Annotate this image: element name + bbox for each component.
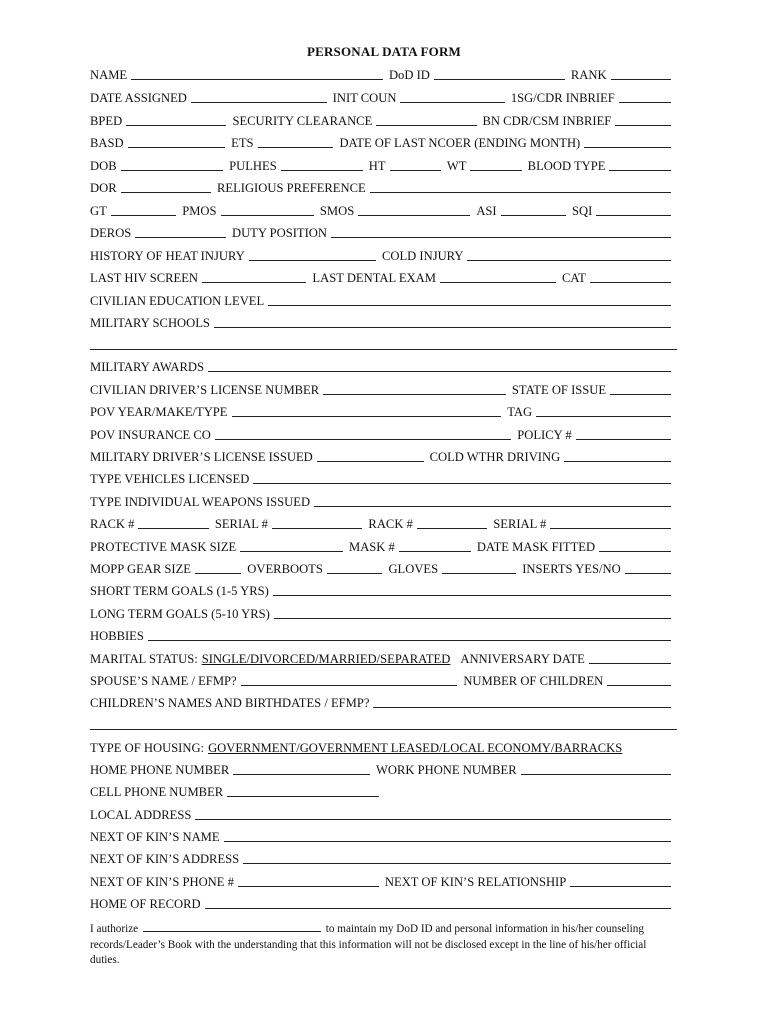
authorized-person-field[interactable] xyxy=(143,920,321,932)
date-assigned-field[interactable] xyxy=(191,90,327,103)
row-short-term-goals xyxy=(90,580,677,598)
security-clearance-label: SECURITY CLEARANCE xyxy=(232,114,373,128)
row-military-license xyxy=(90,446,677,464)
history-heat-injury-label: HISTORY OF HEAT INJURY xyxy=(90,249,245,263)
long-term-goals-field[interactable] xyxy=(274,606,671,619)
marital-status-label: MARITAL STATUS: xyxy=(90,652,198,666)
basd-field[interactable] xyxy=(128,135,226,148)
next-of-kins-address-field[interactable] xyxy=(243,851,671,864)
pov-year-make-type-label: POV YEAR/MAKE/TYPE xyxy=(90,405,228,419)
row-civilian-license xyxy=(90,379,677,397)
last-dental-exam-label: LAST DENTAL EXAM xyxy=(312,271,436,285)
history-heat-injury-field[interactable] xyxy=(249,248,376,261)
home-of-record-field[interactable] xyxy=(205,896,671,909)
number-of-children-field[interactable] xyxy=(607,673,671,686)
deros-label: DEROS xyxy=(90,226,132,240)
spouses-name-field[interactable] xyxy=(241,673,458,686)
row-heat-injury xyxy=(90,245,677,263)
row-weapons xyxy=(90,491,677,509)
pov-insurance-co-label: POV INSURANCE CO xyxy=(90,428,211,442)
row-military-awards xyxy=(90,356,677,374)
isg-cdr-inbrief-label: 1SG/CDR INBRIEF xyxy=(510,91,615,105)
civilian-education-level-label: CIVILIAN EDUCATION LEVEL xyxy=(90,294,265,308)
row-military-schools xyxy=(90,312,677,330)
sqi-label: SQI xyxy=(572,204,593,218)
home-phone-number-field[interactable] xyxy=(233,762,370,775)
row-marital-status xyxy=(90,648,677,666)
next-of-kins-phone-field[interactable] xyxy=(238,874,379,887)
pmos-label: PMOS xyxy=(182,204,217,218)
civilian-drivers-license-number-field[interactable] xyxy=(323,382,506,395)
local-address-field[interactable] xyxy=(195,807,671,820)
spouses-name-label: SPOUSE’S NAME / EFMP? xyxy=(90,674,237,688)
init-coun-label: INIT COUN xyxy=(332,91,397,105)
religious-preference-field[interactable] xyxy=(370,180,671,193)
last-hiv-screen-label: LAST HIV SCREEN xyxy=(90,271,198,285)
pulhes-field[interactable] xyxy=(281,158,363,171)
rank-label: RANK xyxy=(570,68,607,82)
date-last-ncoer-label: DATE OF LAST NCOER (ENDING MONTH) xyxy=(339,136,581,150)
next-of-kins-phone-label: NEXT OF KIN’S PHONE # xyxy=(90,875,234,889)
serial-no-label-2: SERIAL # xyxy=(493,517,547,531)
wt-label: WT xyxy=(446,159,467,173)
row-type-vehicles xyxy=(90,468,677,486)
row-bped xyxy=(90,110,677,128)
overboots-field[interactable] xyxy=(327,561,383,574)
row-date-assigned xyxy=(90,87,677,105)
ets-label: ETS xyxy=(231,136,254,150)
date-mask-fitted-label: DATE MASK FITTED xyxy=(476,540,596,554)
row-housing xyxy=(90,737,677,755)
short-term-goals-field[interactable] xyxy=(273,583,671,596)
dob-label: DOB xyxy=(90,159,117,173)
row-deros xyxy=(90,222,677,240)
bn-cdr-csm-inbrief-label: BN CDR/CSM INBRIEF xyxy=(482,114,612,128)
duty-position-label: DUTY POSITION xyxy=(231,226,327,240)
next-of-kins-name-label: NEXT OF KIN’S NAME xyxy=(90,830,220,844)
childrens-names-field-2[interactable] xyxy=(90,717,677,730)
childrens-names-field[interactable] xyxy=(373,695,671,708)
authorization-statement xyxy=(90,920,670,969)
authorization-text-2: to maintain my DoD ID and personal information in his/her counseling records/Leader’s Book with the understanding that this information will not be disclosed except in the line of his/her official duties. xyxy=(90,923,647,967)
row-name xyxy=(90,64,677,82)
blood-type-label: BLOOD TYPE xyxy=(527,159,606,173)
next-of-kins-relationship-field[interactable] xyxy=(570,874,671,887)
dor-label: DOR xyxy=(90,181,117,195)
anniversary-date-field[interactable] xyxy=(589,651,671,664)
work-phone-number-label: WORK PHONE NUMBER xyxy=(375,763,517,777)
row-cell-phone xyxy=(90,781,677,799)
local-address-label: LOCAL ADDRESS xyxy=(90,808,192,822)
ht-label: HT xyxy=(368,159,386,173)
state-of-issue-label: STATE OF ISSUE xyxy=(511,383,607,397)
bped-label: BPED xyxy=(90,114,123,128)
marital-status-options[interactable]: SINGLE/DIVORCED/MARRIED/SEPARATED xyxy=(201,652,451,666)
row-local-address xyxy=(90,804,677,822)
last-hiv-screen-field[interactable] xyxy=(202,270,306,283)
dor-field[interactable] xyxy=(121,180,211,193)
childrens-names-label: CHILDREN’S NAMES AND BIRTHDATES / EFMP? xyxy=(90,696,370,710)
next-of-kins-relationship-label: NEXT OF KIN’S RELATIONSHIP xyxy=(384,875,567,889)
mopp-gear-size-field[interactable] xyxy=(195,561,241,574)
smos-label: SMOS xyxy=(319,204,355,218)
hobbies-field[interactable] xyxy=(148,628,671,641)
rack-no-field-1[interactable] xyxy=(138,516,208,529)
mask-no-label: MASK # xyxy=(349,540,395,554)
row-mopp-gear xyxy=(90,558,677,576)
cell-phone-number-label: CELL PHONE NUMBER xyxy=(90,785,224,799)
bped-field[interactable] xyxy=(126,113,226,126)
serial-no-field-2[interactable] xyxy=(550,516,671,529)
dod-id-field[interactable] xyxy=(434,67,565,80)
protective-mask-size-label: PROTECTIVE MASK SIZE xyxy=(90,540,237,554)
military-drivers-license-issued-field[interactable] xyxy=(317,449,424,462)
military-awards-label: MILITARY AWARDS xyxy=(90,360,205,374)
cold-injury-field[interactable] xyxy=(467,248,671,261)
type-vehicles-licensed-field[interactable] xyxy=(253,471,671,484)
pov-year-make-type-field[interactable] xyxy=(232,404,502,417)
row-long-term-goals xyxy=(90,603,677,621)
duty-position-field[interactable] xyxy=(331,225,671,238)
next-of-kins-name-field[interactable] xyxy=(224,829,671,842)
type-vehicles-licensed-label: TYPE VEHICLES LICENSED xyxy=(90,472,250,486)
gt-field[interactable] xyxy=(111,203,176,216)
short-term-goals-label: SHORT TERM GOALS (1-5 YRS) xyxy=(90,584,269,598)
number-of-children-label: NUMBER OF CHILDREN xyxy=(463,674,604,688)
wt-field[interactable] xyxy=(470,158,521,171)
row-nok-name xyxy=(90,826,677,844)
row-spouse xyxy=(90,670,677,688)
civilian-education-level-field[interactable] xyxy=(268,293,671,306)
row-pov-insurance xyxy=(90,424,677,442)
civilian-drivers-license-number-label: CIVILIAN DRIVER’S LICENSE NUMBER xyxy=(90,383,320,397)
row-pov xyxy=(90,401,677,419)
protective-mask-size-field[interactable] xyxy=(240,539,343,552)
policy-no-field[interactable] xyxy=(576,427,671,440)
next-of-kins-address-label: NEXT OF KIN’S ADDRESS xyxy=(90,852,240,866)
bn-cdr-csm-inbrief-field[interactable] xyxy=(615,113,671,126)
rack-no-label: RACK # xyxy=(90,517,135,531)
row-phones xyxy=(90,759,677,777)
cold-wthr-driving-label: COLD WTHR DRIVING xyxy=(429,450,561,464)
row-civilian-education xyxy=(90,290,677,308)
row-hiv-screen xyxy=(90,267,677,285)
row-nok-phone xyxy=(90,871,677,889)
cell-phone-number-field[interactable] xyxy=(227,784,379,797)
sqi-field[interactable] xyxy=(596,203,671,216)
ht-field[interactable] xyxy=(390,158,441,171)
gt-label: GT xyxy=(90,204,107,218)
cat-label: CAT xyxy=(561,271,586,285)
ets-field[interactable] xyxy=(258,135,334,148)
rack-no-field-2[interactable] xyxy=(417,516,487,529)
rack-no-label-2: RACK # xyxy=(368,517,413,531)
cold-wthr-driving-field[interactable] xyxy=(564,449,671,462)
row-hobbies xyxy=(90,625,677,643)
mopp-gear-size-label: MOPP GEAR SIZE xyxy=(90,562,191,576)
smos-field[interactable] xyxy=(358,203,470,216)
long-term-goals-label: LONG TERM GOALS (5-10 YRS) xyxy=(90,607,270,621)
military-awards-field[interactable] xyxy=(208,359,671,372)
pmos-field[interactable] xyxy=(221,203,314,216)
cold-injury-label: COLD INJURY xyxy=(381,249,464,263)
isg-cdr-inbrief-field[interactable] xyxy=(619,90,671,103)
row-children xyxy=(90,692,677,710)
deros-field[interactable] xyxy=(135,225,226,238)
inserts-yes-no-label: INSERTS YES/NO xyxy=(522,562,621,576)
date-mask-fitted-field[interactable] xyxy=(599,539,671,552)
dod-id-label: DoD ID xyxy=(388,68,430,82)
military-schools-field[interactable] xyxy=(214,315,671,328)
row-rack-serial xyxy=(90,513,677,531)
home-phone-number-label: HOME PHONE NUMBER xyxy=(90,763,230,777)
inserts-yes-no-field[interactable] xyxy=(625,561,671,574)
cat-field[interactable] xyxy=(590,270,671,283)
row-home-of-record xyxy=(90,893,677,911)
row-dor xyxy=(90,177,677,195)
asi-label: ASI xyxy=(476,204,497,218)
state-of-issue-field[interactable] xyxy=(610,382,671,395)
row-gt xyxy=(90,200,677,218)
home-of-record-label: HOME OF RECORD xyxy=(90,897,201,911)
last-dental-exam-field[interactable] xyxy=(440,270,556,283)
blood-type-field[interactable] xyxy=(609,158,671,171)
form-title: PERSONAL DATA FORM xyxy=(306,44,462,59)
row-nok-address xyxy=(90,848,677,866)
mask-no-field[interactable] xyxy=(399,539,471,552)
row-dob xyxy=(90,155,677,173)
tag-label: TAG xyxy=(507,405,533,419)
row-protective-mask xyxy=(90,536,677,554)
row-children-continued xyxy=(90,714,677,732)
military-drivers-license-issued-label: MILITARY DRIVER’S LICENSE ISSUED xyxy=(90,450,313,464)
security-clearance-field[interactable] xyxy=(376,113,476,126)
init-coun-field[interactable] xyxy=(400,90,504,103)
type-individual-weapons-issued-field[interactable] xyxy=(314,494,671,507)
serial-no-label: SERIAL # xyxy=(214,517,268,531)
type-of-housing-label: TYPE OF HOUSING: xyxy=(90,741,205,755)
rank-field[interactable] xyxy=(611,67,671,80)
serial-no-field-1[interactable] xyxy=(272,516,363,529)
row-basd xyxy=(90,132,677,150)
name-field[interactable] xyxy=(131,67,383,80)
housing-options[interactable]: GOVERNMENT/GOVERNMENT LEASED/LOCAL ECONOMY/BARRACKS xyxy=(208,741,623,755)
gloves-field[interactable] xyxy=(442,561,516,574)
military-schools-field-2[interactable] xyxy=(90,337,677,350)
anniversary-date-label: ANNIVERSARY DATE xyxy=(460,652,585,666)
pov-insurance-co-field[interactable] xyxy=(215,427,511,440)
work-phone-number-field[interactable] xyxy=(521,762,671,775)
basd-label: BASD xyxy=(90,136,124,150)
asi-field[interactable] xyxy=(501,203,566,216)
military-schools-label: MILITARY SCHOOLS xyxy=(90,316,210,330)
religious-preference-label: RELIGIOUS PREFERENCE xyxy=(216,181,366,195)
authorization-text-1: I authorize xyxy=(90,923,139,935)
date-last-ncoer-field[interactable] xyxy=(584,135,671,148)
tag-field[interactable] xyxy=(536,404,671,417)
gloves-label: GLOVES xyxy=(388,562,439,576)
policy-no-label: POLICY # xyxy=(517,428,572,442)
dob-field[interactable] xyxy=(121,158,224,171)
row-military-schools-continued xyxy=(90,334,677,352)
overboots-label: OVERBOOTS xyxy=(247,562,323,576)
name-label: NAME xyxy=(90,68,128,82)
date-assigned-label: DATE ASSIGNED xyxy=(90,91,187,105)
hobbies-label: HOBBIES xyxy=(90,629,144,643)
type-individual-weapons-issued-label: TYPE INDIVIDUAL WEAPONS ISSUED xyxy=(90,495,311,509)
pulhes-label: PULHES xyxy=(229,159,277,173)
